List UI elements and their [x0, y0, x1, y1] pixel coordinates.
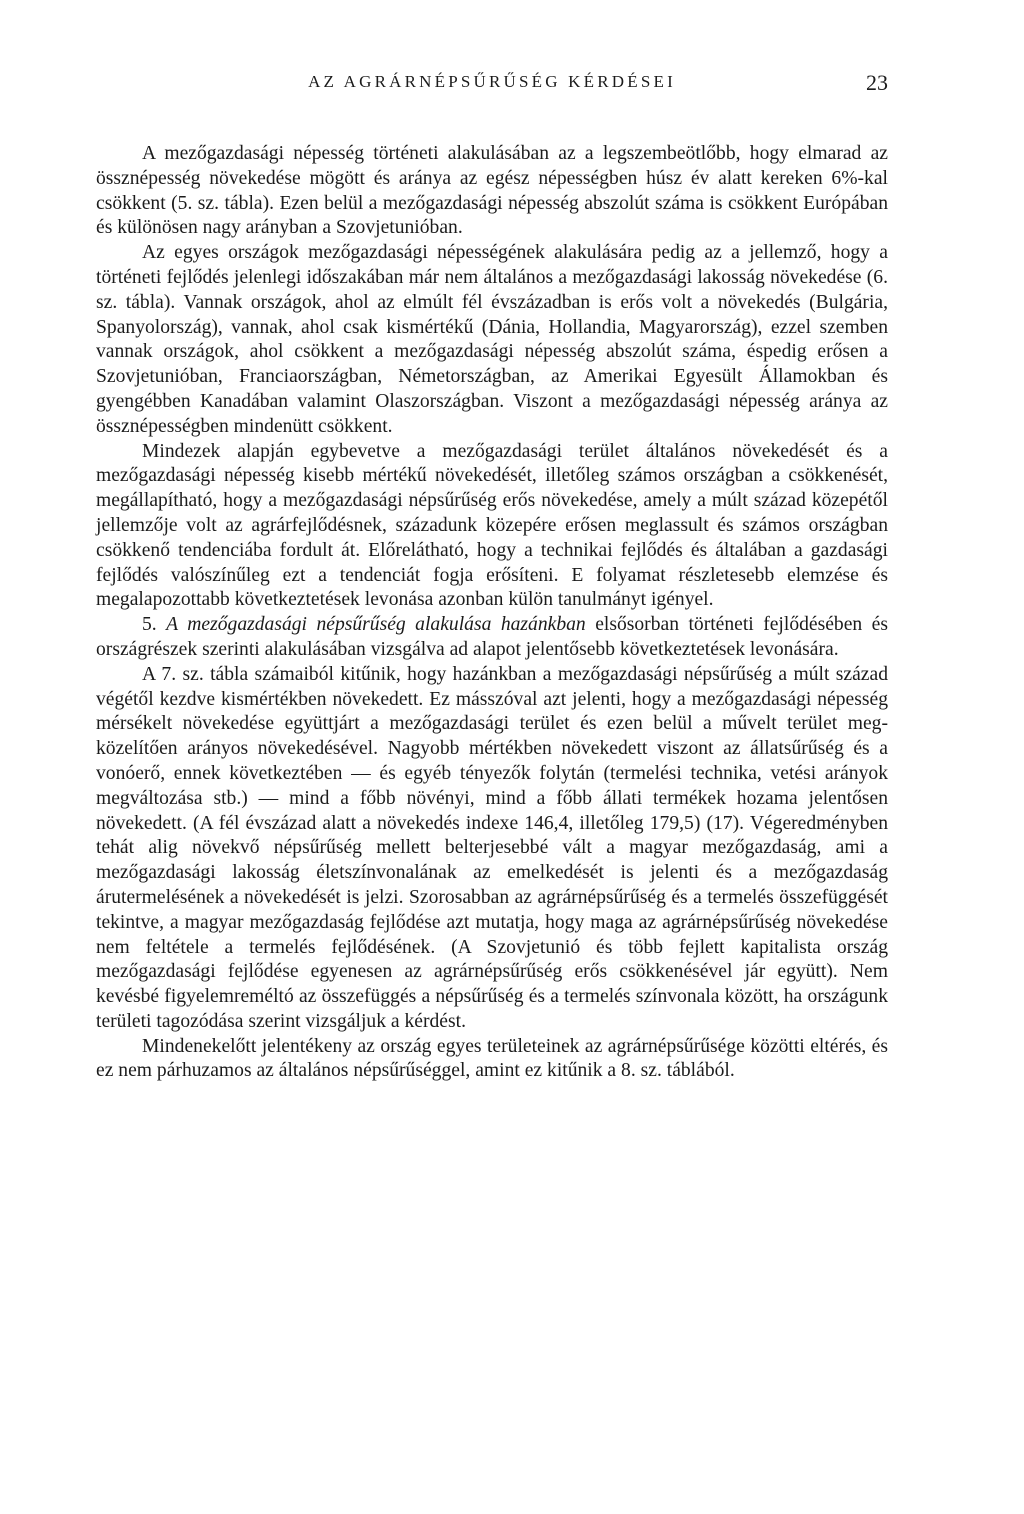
body-text — [96, 142, 888, 1084]
page-number: 23 — [866, 70, 888, 95]
paragraph-5 — [96, 663, 888, 1035]
paragraph-2 — [96, 241, 888, 439]
running-header — [96, 72, 888, 106]
paragraph-text: Az egyes országok mezőgazdasági népességének alakulására pedig az a jellemző, hogy a történeti fejlődés jelenlegi időszakában már nem általános a mezőgazdasági lakosság növekedése (6. sz. tábla). Vannak országok, ahol az elmúlt fél évszázadban is erős volt a növekedés (Bulgária, Spanyolország), vannak, ahol csak kismértékű (Dánia, Hollandia, Magyarország), ezzel szemben vannak országok, ahol csökkent a mezőgazdasági népesség abszolút száma, éspedig erősen a Szovjetunióban, Franciaországban, Németországban, az Amerikai Egyesült Államokban és gyengébben Kanadában valamint Olaszországban. Viszont a mezőgazdasági népesség aránya az össznépességben mindenütt csökkent. — [96, 242, 888, 437]
paragraph-text: A mezőgazdasági népesség történeti alakulásában az a legszembeötlőbb, hogy elmarad az össznépesség növekedése mögött és aránya az egész népességben húsz év alatt kereken 6%-kal csökkent (5. sz. tábla). Ezen belül a mezőgazdasági népesség abszolút száma is csökkent Európában és különösen nagy arányban a Szovjetunióban. — [96, 143, 888, 239]
paragraph-6 — [96, 1035, 888, 1085]
paragraph-text: elsősorban történeti fejlődésében és országrészek szerinti alakulásában vizsgálva ad alapot jelentősebb következtetések levonására. — [96, 614, 889, 660]
book-page — [96, 72, 888, 1084]
paragraph-3 — [96, 440, 888, 614]
section-number: 5. — [142, 614, 167, 636]
paragraph-4 — [96, 613, 888, 663]
section-heading-italic: A mezőgazdasági népsűrűség alakulása hazánkban — [166, 614, 586, 636]
paragraph-1 — [96, 142, 888, 241]
paragraph-text: A 7. sz. tábla számaiból kitűnik, hogy hazánkban a mezőgazdasági népsűrűség a múlt század végétől kezdve kismértékben növekedett. Ez másszóval azt jelenti, hogy a mezőgazdasági népesség mérsékelt növekedése együttjárt a mezőgazdasági terület és ezen belül a művelt terület megközelítően arányos növekedésével. Nagyobb mértékben növekedett viszont az állatsűrűség és a vonóerő, ennek következtében — és egyéb tényezők folytán (termelési technika, vetési arányok megváltozása stb.) — mind a főbb növényi, mind a főbb állati termékek hozama jelentősen növekedett. (A fél évszázad alatt a növekedés indexe 146,4, illetőleg 179,5) (17). Végeredményben tehát alig növekvő népsűrűség mellett belterjesebbé vált a magyar mezőgazdaság, ami a mezőgazdasági lakosság életszínvonalának az emelkedését is jelenti és a mezőgazdaság árutermelésének a növekedését is jelzi. Szorosabban az agrárnépsűrűség és a termelés összefüggését tekintve, a magyar mezőgazdaság fejlődése azt mutatja, hogy maga az agrárnépsűrűség növekedése nem feltétele a termelés fejlődésének. (A Szovjetunió és több fejlett kapitalista ország mezőgazdasági fejlődése egyenesen az agrárnépsűrűség erős csökkenésével jár együtt). Nem kevésbé figyelemreméltó az összefüggés a népsűrűség és a termelés színvonala között, ha országunk területi tagozódása szerint vizsgáljuk a kérdést. — [96, 663, 888, 1032]
running-title: AZ AGRÁRNÉPSŰRŰSÉG KÉRDÉSEI — [308, 72, 676, 91]
paragraph-text: Mindenekelőtt jelentékeny az ország egyes területeinek az agrárnépsűrűsége közötti eltérés, és ez nem párhuzamos az általános népsűrűséggel, amint ez kitűnik a 8. sz. táblából. — [96, 1035, 888, 1082]
paragraph-text: Mindezek alapján egybevetve a mezőgazdasági terület általános növekedését és a mezőgazdasági népesség kisebb mértékű növekedését, illetőleg számos országban a csökkenését, megállapítható, hogy a mezőgazdasági népsűrűség erős növekedése, amely a múlt század közepétől jellemzője volt az agrárfejlődésnek, századunk közepére erősen meglassult és számos országban csökkenő tendenciába fordult át. Előrelátható, hogy a technikai fejlődés és általában a gazdasági fejlődés valószínűleg ezt a tendenciát fogja erősíteni. E folyamat részletesebb elemzése és megalapozottabb következtetések levonása azonban külön tanulmányt igényel. — [96, 440, 888, 611]
